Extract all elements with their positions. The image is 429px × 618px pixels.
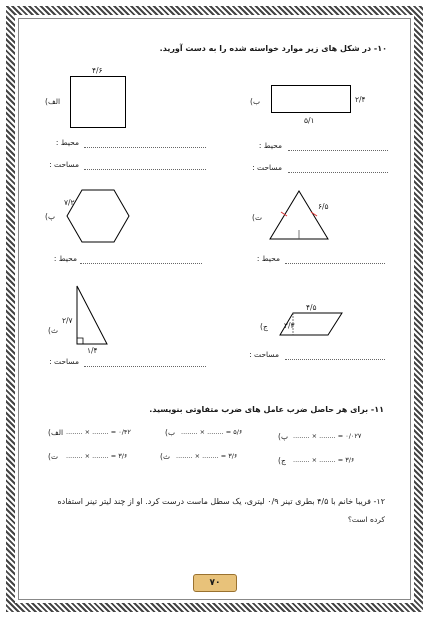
q11-item-be-expr: ........ × ........ = ۵/۶ — [181, 428, 243, 436]
q11-item-be-label: (ب — [165, 428, 175, 437]
q11-item-alef-expr: ........ × ........ = ۰/۴۲ — [66, 428, 131, 436]
shape-te-triangle — [269, 190, 329, 240]
page-number-badge: ۷۰ — [193, 574, 237, 592]
be-area-label: مساحت : — [252, 163, 282, 172]
se-area-label: مساحت : — [49, 357, 79, 366]
se-side-label: ۲/۷ — [62, 316, 73, 325]
q11-item-te-expr: ........ × ........ = ۳/۶ — [66, 452, 128, 460]
pe-side-label: ۷/۲ — [64, 198, 75, 207]
se-bottom-label: ۱/۴ — [87, 346, 98, 355]
pe-perimeter-label: محیط : — [53, 254, 77, 263]
jim-height-label: ۲/۳ — [284, 321, 295, 330]
pe-perimeter-line — [80, 263, 202, 264]
shape-pe-hexagon — [66, 189, 130, 243]
alef-top-label: ۴/۶ — [92, 66, 103, 75]
q11-item-pe-expr: ........ × ........ = ۰/۰۲۷ — [293, 432, 362, 440]
be-bottom-label: ۵/۱ — [304, 116, 315, 125]
jim-area-label: مساحت : — [249, 350, 279, 359]
te-side-label: ۶/۵ — [318, 202, 329, 211]
be-right-label: ۲/۴ — [355, 95, 366, 104]
te-perimeter-label: محیط : — [256, 254, 280, 263]
q11-title: ۱۱- برای هر حاصل ضرب عامل های ضرب متفاوتی بنویسید. — [149, 405, 384, 414]
q10-title: ۱۰- در شکل های زیر موارد خواسته شده را به دست آورید. — [159, 44, 387, 53]
q11-item-se-label: (ث — [160, 452, 170, 461]
jim-area-line — [285, 359, 385, 360]
q12-line1: ۱۲- فریبا خانم با ۴/۵ بطری تینر ۰/۹ لیتری، یک سطل ماست درست کرد. او از چند لیتر تینر استفاده — [57, 497, 385, 506]
be-perimeter-line — [288, 150, 388, 151]
se-label: (ث — [48, 326, 58, 335]
se-area-line — [84, 366, 206, 367]
jim-label: (ج — [260, 322, 268, 331]
q11-item-te-label: (ت — [48, 452, 58, 461]
alef-area-label: مساحت : — [49, 160, 79, 169]
be-area-line — [288, 172, 388, 173]
jim-top-label: ۴/۵ — [306, 303, 317, 312]
alef-perimeter-line — [84, 147, 206, 148]
shape-se-right-triangle — [76, 285, 108, 345]
q11-item-se-expr: ........ × ........ = ۳/۶ — [176, 452, 238, 460]
shape-be-rectangle — [271, 85, 351, 113]
alef-perimeter-label: محیط : — [55, 138, 79, 147]
pe-label: (پ — [45, 212, 55, 221]
q11-item-pe-label: (پ — [278, 432, 288, 441]
shape-alef-square — [70, 76, 126, 128]
be-perimeter-label: محیط : — [258, 141, 282, 150]
te-perimeter-line — [285, 263, 385, 264]
q12-line2: کرده است؟ — [347, 515, 385, 524]
alef-label: (الف — [45, 97, 61, 106]
q11-item-alef-label: (الف — [48, 428, 64, 437]
q11-item-jim-label: (ج — [278, 456, 286, 465]
q11-item-jim-expr: ........ × ........ = ۳/۶ — [293, 456, 355, 464]
alef-area-line — [84, 169, 206, 170]
te-label: (ت — [252, 213, 262, 222]
be-label: (ب — [250, 97, 260, 106]
